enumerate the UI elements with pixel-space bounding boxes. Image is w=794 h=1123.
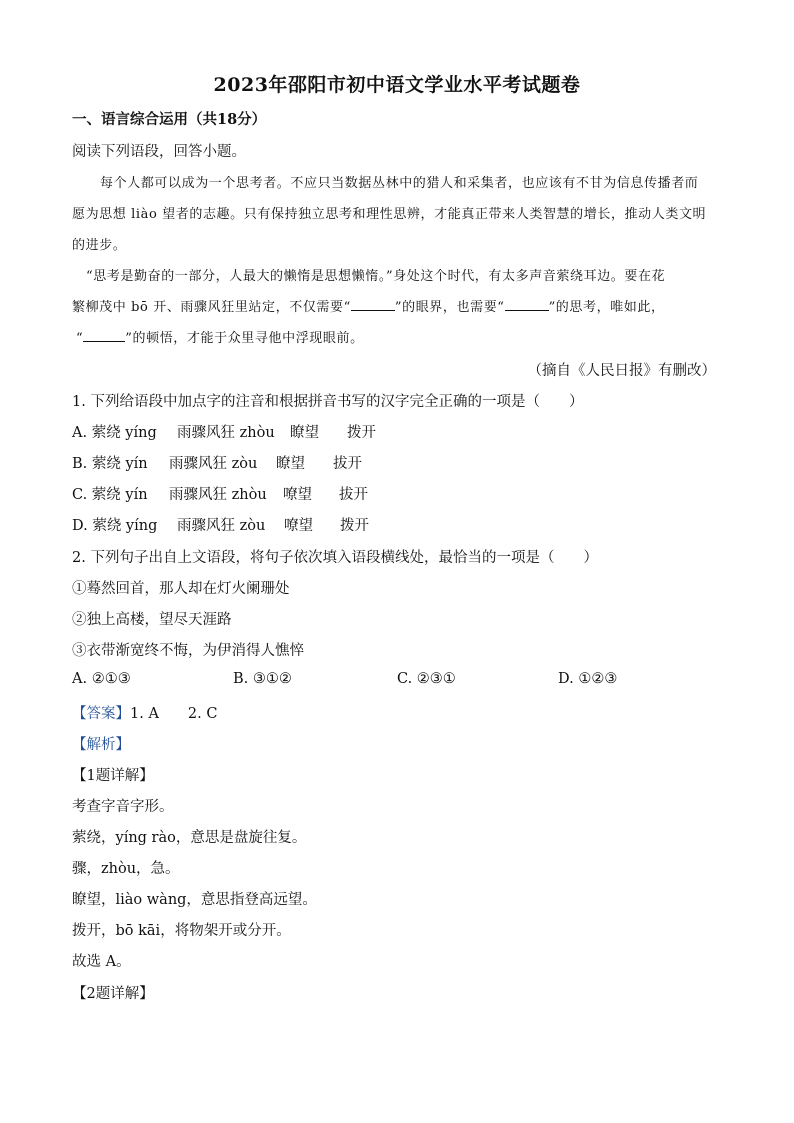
- passage-line: [72, 296, 665, 315]
- passage-line: “思考是勤奋的一部分，人最大的懒惰是思想懒惰。”身处这个时代，有太多声音萦绕耳边。要在花: [86, 269, 666, 284]
- q1-option-a-word3: 瞭望: [290, 425, 319, 441]
- q1-option-a-word2: 雨骤风狂 zhòu: [177, 425, 275, 441]
- q2-sentence-1: ①蓦然回首，那人却在灯火阑珊处: [72, 581, 290, 597]
- q1-option-c-word4: 拔开: [339, 487, 368, 503]
- q1-option-a-word4: 拨开: [347, 425, 376, 441]
- q2-option-d: D. ①②③: [558, 671, 618, 687]
- detail-1-line: 考查字音字形。: [72, 799, 174, 815]
- page-title: 2023年邵阳市初中语文学业水平考试题卷: [213, 74, 581, 96]
- detail-1-line: 瞭望，liào wàng，意思指登高远望。: [72, 892, 317, 908]
- answer-tag: 【答案】: [72, 706, 130, 722]
- passage-text: 繁柳茂中 bō 开、雨骤风狂里站定，不仅需要“: [72, 300, 351, 315]
- passage-text: ”的眼界，也需要“: [394, 300, 505, 315]
- q1-option-c-word3: 嘹望: [283, 487, 312, 503]
- instruction-text: 阅读下列语段，回答小题。: [72, 144, 246, 160]
- detail-1-tag: 【1题详解】: [72, 768, 154, 784]
- q1-option-c-word2: 雨骤风狂 zhòu: [169, 487, 267, 503]
- q1-option-d-word4: 拨开: [340, 518, 369, 534]
- q1-option-b-word3: 瞭望: [276, 456, 305, 472]
- detail-1-line: 故选 A。: [72, 954, 131, 970]
- passage-text: “: [76, 331, 84, 346]
- q2-option-b: B. ③①②: [233, 671, 292, 687]
- passage-line: 每个人都可以成为一个思考者。不应只当数据丛林中的猎人和采集者，也应该有不甘为信息传播者而: [100, 176, 699, 191]
- question-2-stem: 2. 下列句子出自上文语段，将句子依次填入语段横线处，最恰当的一项是（ ）: [72, 550, 598, 566]
- q1-option-a-word1: A. 萦绕 yíng: [72, 425, 157, 441]
- section-heading: 一、语言综合运用（共18分）: [72, 111, 267, 128]
- q1-option-d-word3: 嘹望: [284, 518, 313, 534]
- answer-text: 1. A 2. C: [130, 706, 218, 722]
- passage-text: ”的顿悟，才能于众里寻他中浮现眼前。: [125, 331, 364, 346]
- q2-sentence-2: ②独上高楼，望尽天涯路: [72, 612, 232, 628]
- q1-option-d-word2: 雨骤风狂 zòu: [177, 518, 266, 534]
- q1-option-b-word4: 拔开: [333, 456, 362, 472]
- passage-line: 愿为思想 liào 望者的志趣。只有保持独立思考和理性思辨，才能真正带来人类智慧的增长，推动人类文明: [72, 207, 707, 222]
- q2-option-c: C. ②③①: [397, 671, 456, 687]
- detail-2-tag: 【2题详解】: [72, 986, 154, 1002]
- question-1-stem: 1. 下列给语段中加点字的注音和根据拼音书写的汉字完全正确的一项是（ ）: [72, 394, 584, 410]
- q2-sentence-3: ③衣带渐宽终不悔，为伊消得人憔悴: [72, 643, 304, 659]
- fill-blank: [505, 298, 549, 311]
- fill-blank: [351, 298, 395, 311]
- q1-option-b-word2: 雨骤风狂 zòu: [169, 456, 258, 472]
- q1-option-c-word1: C. 萦绕 yín: [72, 487, 148, 503]
- detail-1-line: 拨开，bō kāi，将物架开或分开。: [72, 923, 291, 939]
- source-citation: （摘自《人民日报》有删改）: [527, 363, 716, 379]
- detail-1-line: 骤，zhòu，急。: [72, 861, 180, 877]
- detail-1-line: 萦绕，yíng rào，意思是盘旋往复。: [72, 830, 307, 846]
- passage-line: 的进步。: [72, 238, 127, 253]
- answer-line: [72, 702, 217, 723]
- fill-blank: [83, 329, 125, 342]
- analysis-tag: 【解析】: [72, 737, 130, 753]
- q1-option-b-word1: B. 萦绕 yín: [72, 456, 148, 472]
- q2-option-a: A. ②①③: [72, 671, 131, 687]
- q1-option-d-word1: D. 萦绕 yíng: [72, 518, 158, 534]
- passage-line: [76, 327, 364, 346]
- passage-text: ”的思考，唯如此，: [548, 300, 665, 315]
